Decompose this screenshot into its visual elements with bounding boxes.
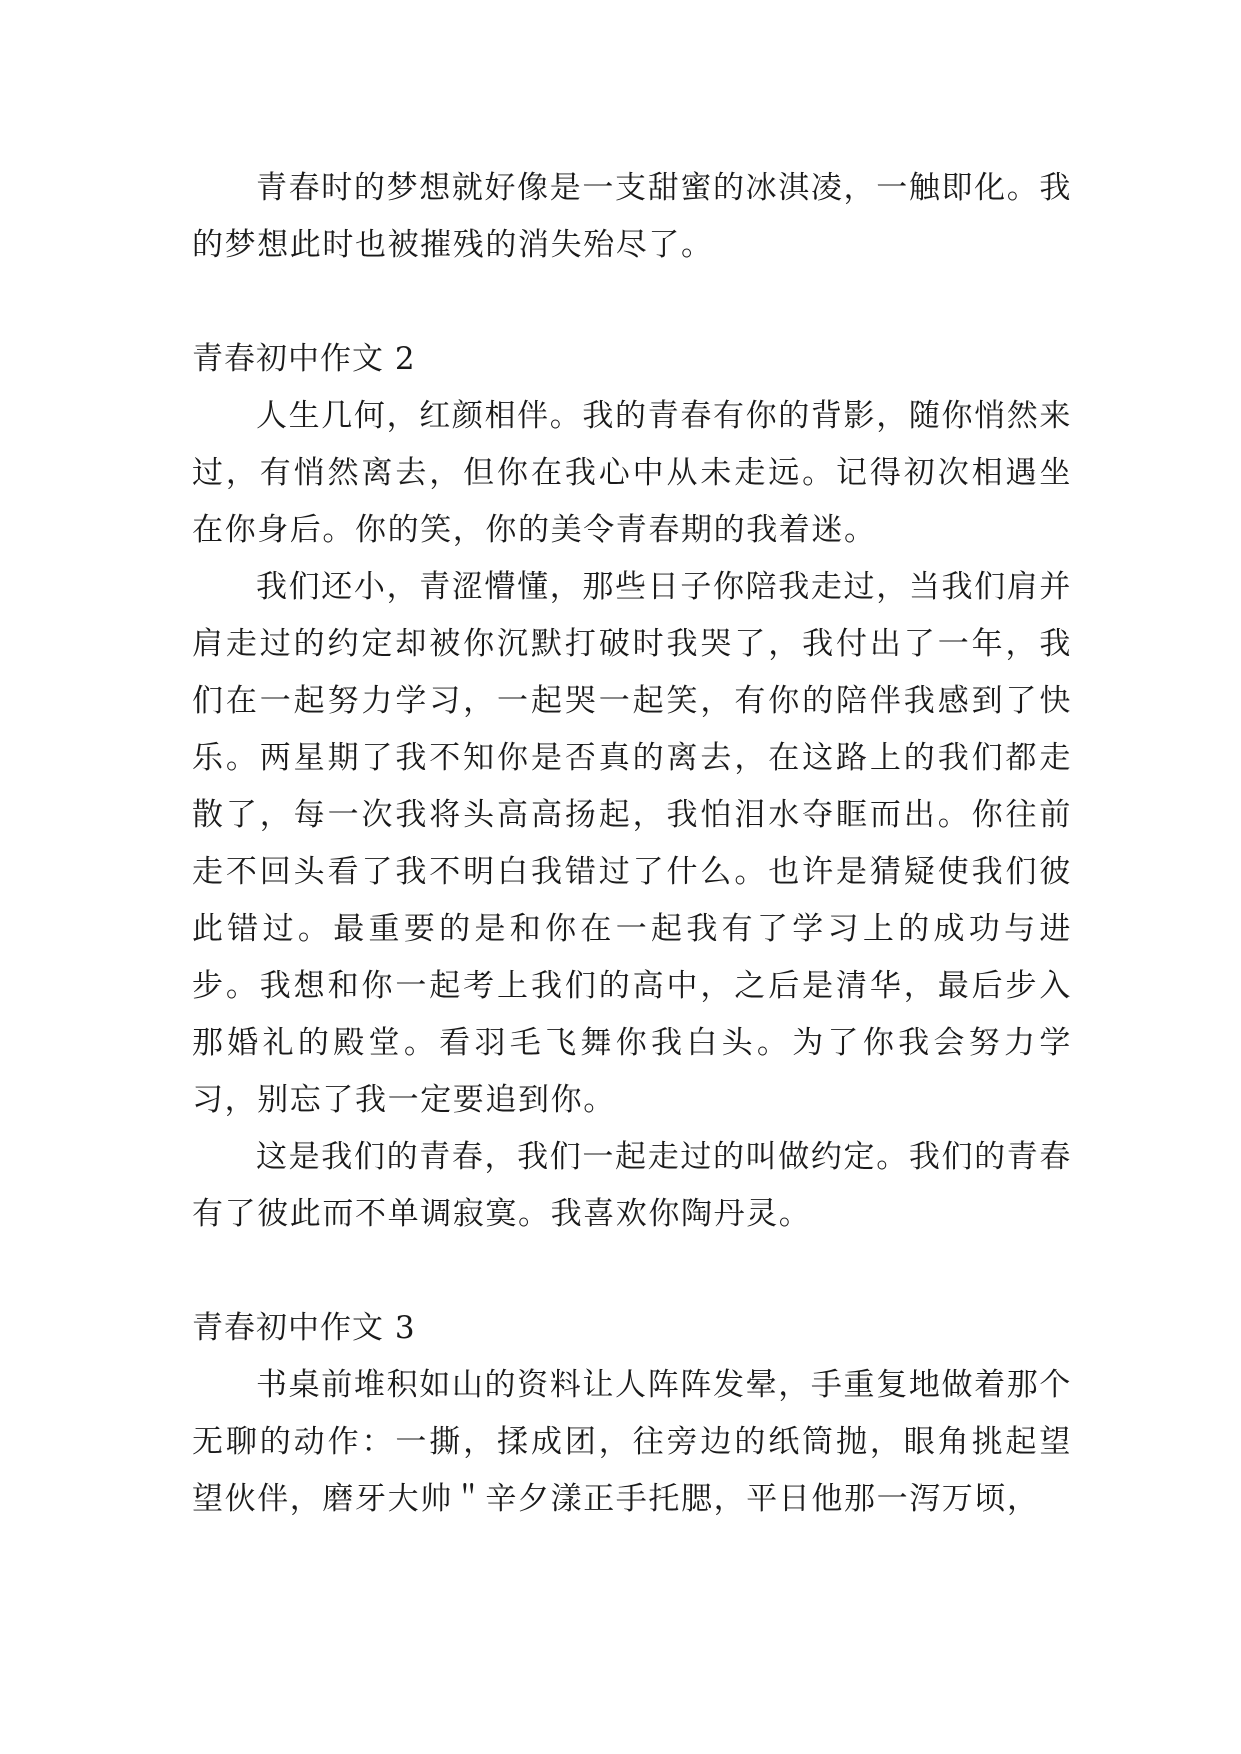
section2-paragraph-2: 我们还小，青涩懵懂，那些日子你陪我走过，当我们肩并肩走过的约定却被你沉默打破时我哭了，我付出了一年，我们在一起努力学习，一起哭一起笑，有你的陪伴我感到了快乐。两星期了我不知你是否真的离去，在这路上的我们都走散了，每一次我将头高高扬起，我怕泪水夺眶而出。你往前走不回头看了我不明白我错过了什么。也许是猜疑使我们彼此错过。最重要的是和你在一起我有了学习上的成功与进步。我想和你一起考上我们的高中，之后是清华，最后步入那婚礼的殿堂。看羽毛飞舞你我白头。为了你我会努力学习，别忘了我一定要追到你。 [192, 569, 1072, 1118]
document-body [192, 160, 1072, 1528]
section3-paragraph-1: 书桌前堆积如山的资料让人阵阵发晕，手重复地做着那个无聊的动作：一撕，揉成团，往旁边的纸筒抛，眼角挑起望望伙伴，磨牙大帅＂辛夕漾正手托腮，平日他那一泻万顷， [192, 1367, 1072, 1517]
section2-paragraph-3: 这是我们的青春，我们一起走过的叫做约定。我们的青春有了彼此而不单调寂寞。我喜欢你陶丹灵。 [192, 1139, 1072, 1232]
intro-paragraph: 青春时的梦想就好像是一支甜蜜的冰淇凌，一触即化。我的梦想此时也被摧残的消失殆尽了。 [192, 170, 1072, 263]
section-spacer [192, 1243, 1072, 1300]
section2-paragraph-1: 人生几何，红颜相伴。我的青春有你的背影，随你悄然来过，有悄然离去，但你在我心中从未走远。记得初次相遇坐在你身后。你的笑，你的美令青春期的我着迷。 [192, 398, 1072, 548]
section-heading-3: 青春初中作文 3 [192, 1310, 416, 1346]
section-spacer [192, 274, 1072, 331]
section-heading-2: 青春初中作文 2 [192, 341, 416, 377]
